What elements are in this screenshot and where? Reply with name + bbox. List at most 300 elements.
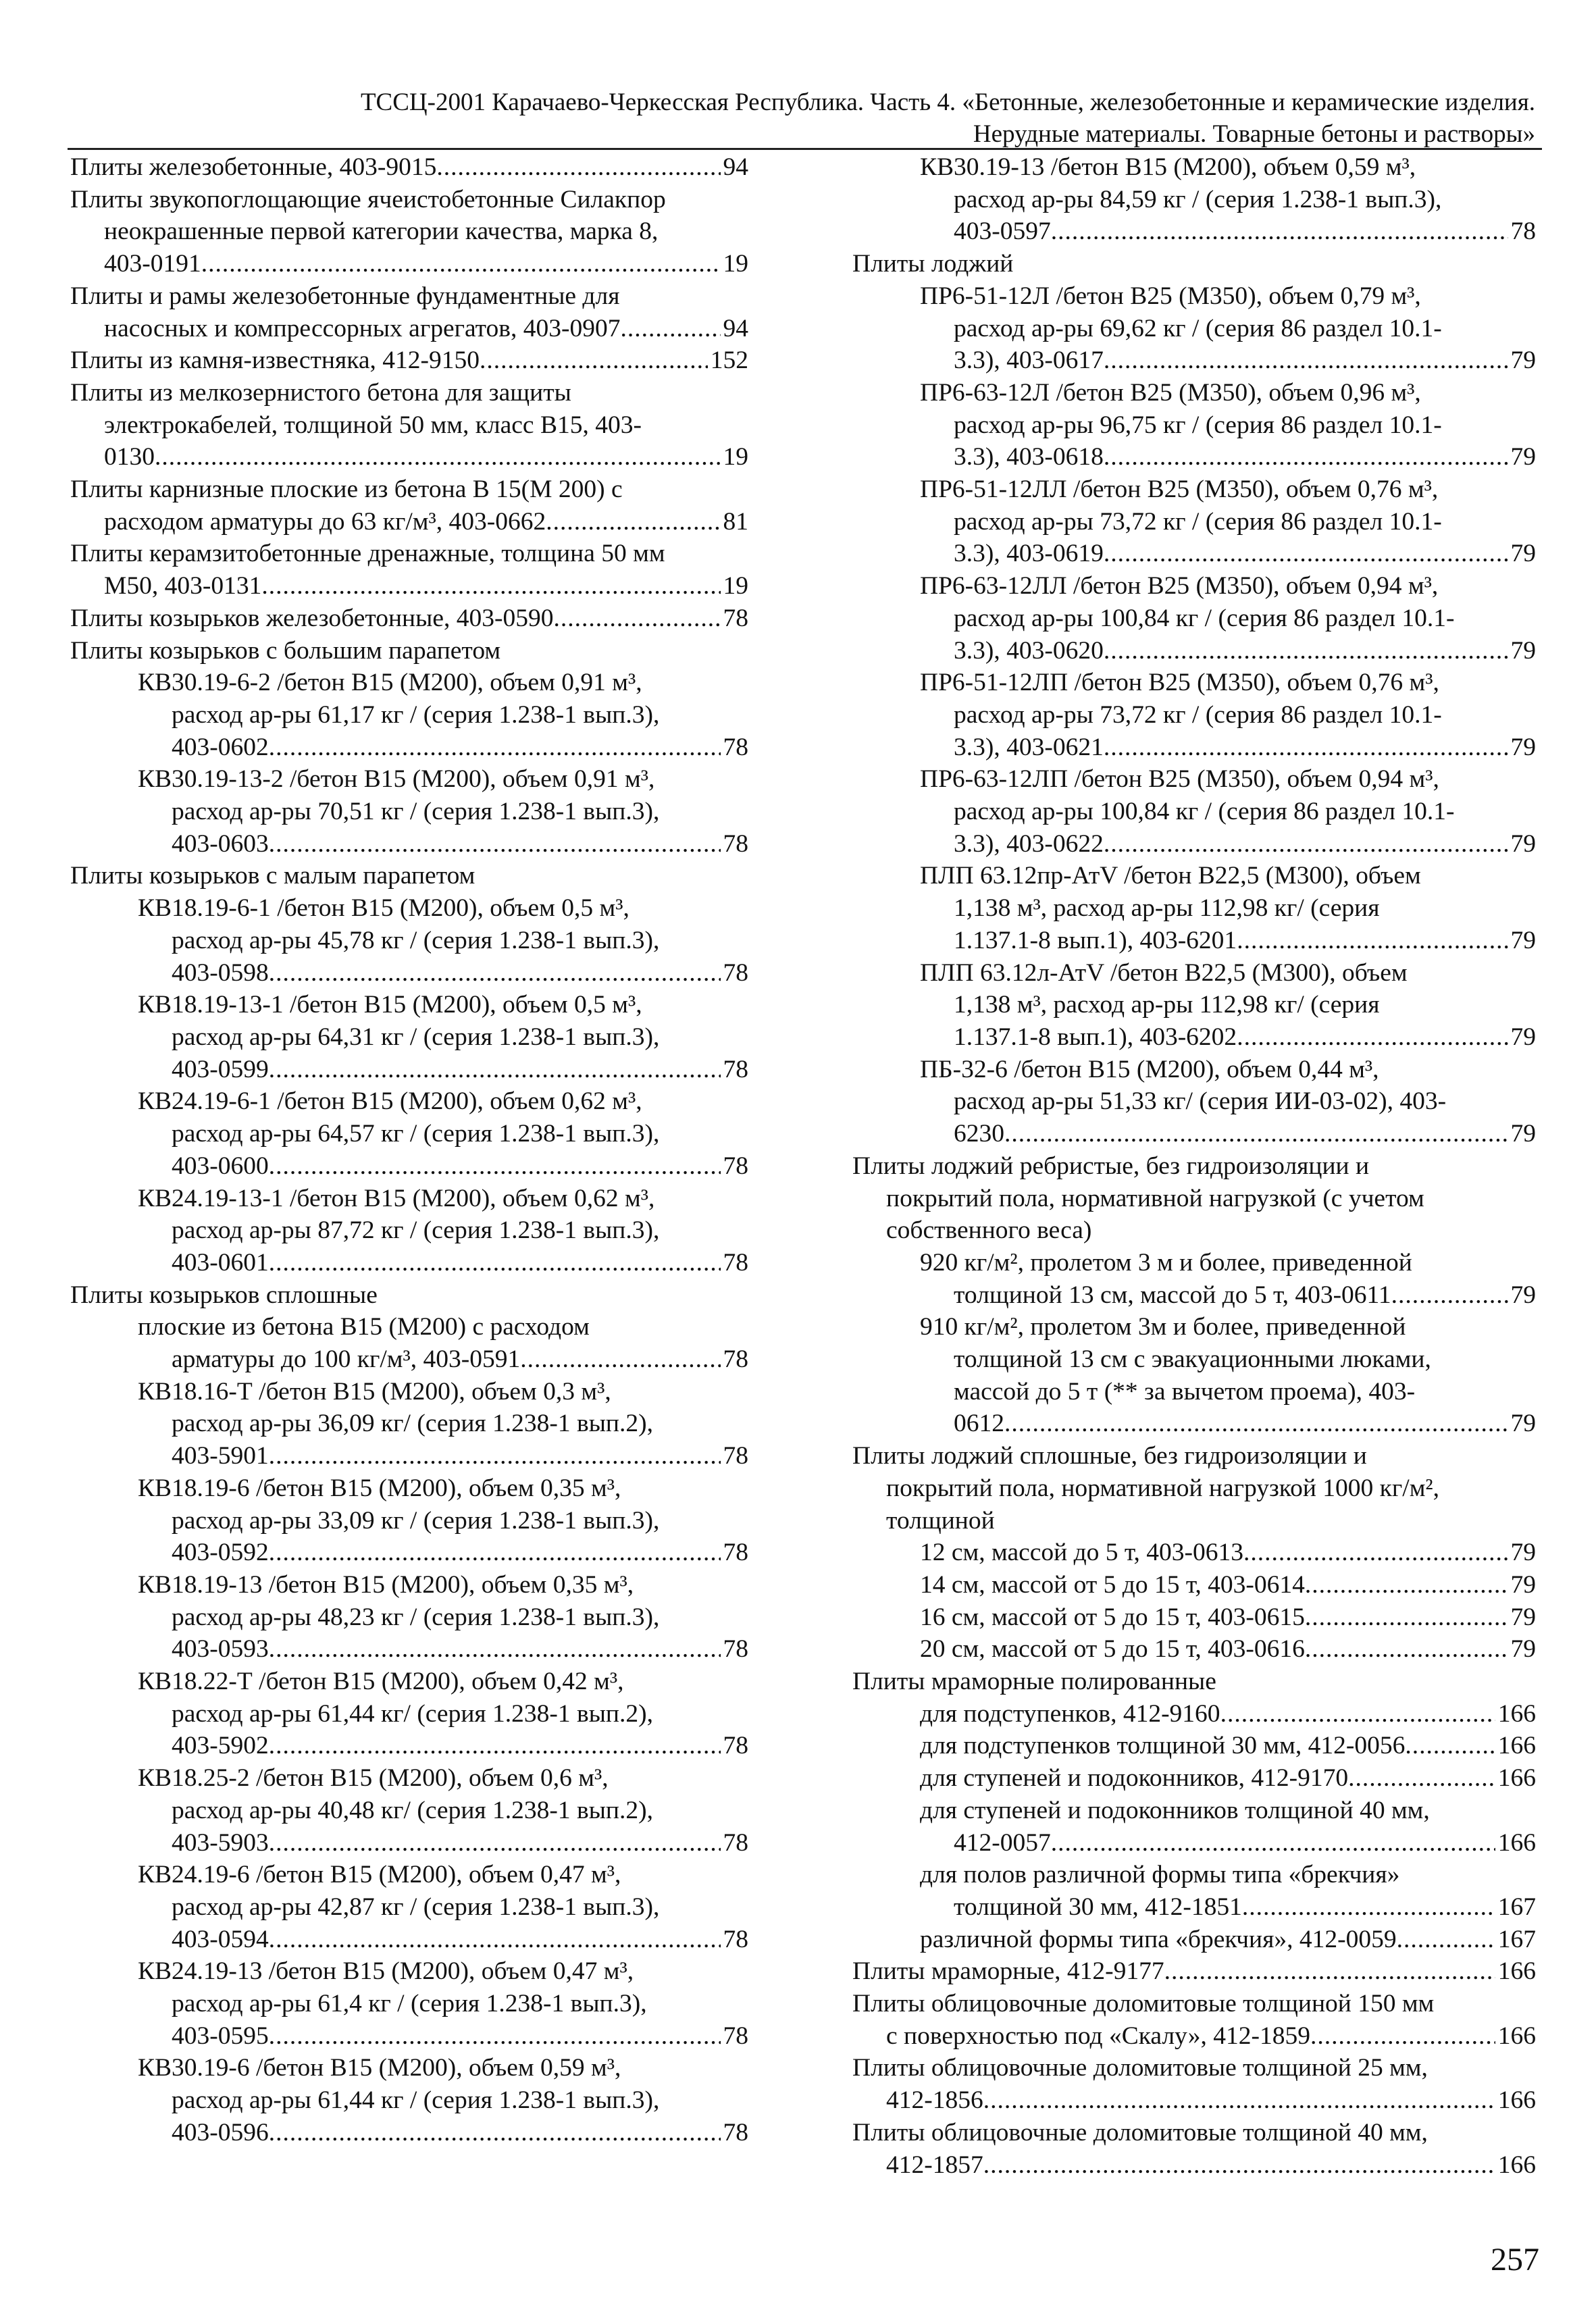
dot-leader (1242, 1891, 1495, 1924)
index-entry-line (70, 1311, 748, 1343)
entry-text: КВ18.19-6-1 /бетон В15 (М200), объем 0,5 м³, (138, 894, 629, 923)
index-entry (852, 1054, 1536, 1150)
index-entry-line (70, 2117, 748, 2149)
dot-leader (1104, 538, 1508, 570)
entry-page-ref: 78 (723, 2118, 748, 2146)
entry-text: расход ар-ры 61,44 кг / (серия 1.238-1 вып.3), (172, 2086, 660, 2115)
index-entry-line (70, 1085, 748, 1118)
index-entry (70, 763, 748, 860)
entry-page-ref: 19 (723, 443, 748, 471)
index-entry (852, 1440, 1536, 1537)
entry-text: расход ар-ры 100,84 кг / (серия 86 раздел 10.1- (954, 604, 1455, 632)
index-entry (70, 1183, 748, 1279)
entry-text: расход ар-ры 48,23 кг / (серия 1.238-1 вып.3), (172, 1603, 660, 1631)
index-entry-line (70, 1795, 748, 1827)
index-entry-line (852, 1666, 1536, 1698)
index-entry (852, 1666, 1536, 1698)
entry-page-ref: 94 (723, 153, 748, 181)
entry-text: расход ар-ры 73,72 кг / (серия 86 раздел 10.1- (954, 507, 1442, 536)
index-entry-line (852, 796, 1536, 828)
entry-text: для подступенков толщиной 30 мм, 412-0056 (920, 1732, 1406, 1760)
index-entry-line (70, 538, 748, 570)
index-entry-line (70, 377, 748, 409)
entry-page-ref: 78 (723, 829, 748, 858)
dot-leader (269, 1633, 721, 1666)
entry-text: расход ар-ры 36,09 кг/ (серия 1.238-1 вып.2), (172, 1410, 653, 1438)
index-entry-line (852, 1408, 1536, 1440)
entry-text: КВ24.19-6-1 /бетон В15 (М200), объем 0,62 м³, (138, 1087, 642, 1116)
index-column-right (852, 151, 1536, 2181)
index-entry-line (852, 344, 1536, 377)
index-entry-line (70, 1988, 748, 2020)
index-entry (852, 1859, 1536, 1923)
dot-leader (269, 1440, 721, 1472)
index-entry-line (852, 184, 1536, 216)
entry-text: КВ24.19-13-1 /бетон В15 (М200), объем 0,62 м³, (138, 1184, 655, 1212)
index-entry-line (852, 1472, 1536, 1505)
entry-text: 1.137.1-8 вып.1), 403-6201 (954, 926, 1237, 954)
index-entry (852, 1955, 1536, 1988)
index-entry (70, 280, 748, 344)
entry-text: 6230 (954, 1120, 1004, 1148)
dot-leader (269, 731, 721, 764)
index-entry-line (70, 1891, 748, 1924)
index-entry-line (70, 763, 748, 796)
entry-page-ref: 19 (723, 250, 748, 278)
entry-text: КВ30.19-6-2 /бетон В15 (М200), объем 0,91 м³, (138, 669, 642, 697)
entry-text: Плиты лоджий сплошные, без гидроизоляции и (852, 1442, 1367, 1470)
index-entry-line (70, 215, 748, 248)
index-entry-line (852, 1891, 1536, 1924)
entry-page-ref: 79 (1510, 1023, 1536, 1051)
index-entry-line (852, 1085, 1536, 1118)
entry-text: Плиты карнизные плоские из бетона В 15(М 200) с (70, 475, 623, 504)
index-entry-line (70, 989, 748, 1021)
entry-text: расход ар-ры 45,78 кг / (серия 1.238-1 вып.3), (172, 926, 660, 954)
entry-text: расход ар-ры 100,84 кг / (серия 86 раздел 10.1- (954, 798, 1455, 826)
index-entry (70, 151, 748, 184)
entry-page-ref: 78 (723, 1925, 748, 1953)
dot-leader (269, 1247, 721, 1279)
entry-text: 403-0593 (172, 1635, 269, 1664)
entry-text: 16 см, массой от 5 до 15 т, 403-0615 (920, 1603, 1305, 1631)
entry-text: 1,138 м³, расход ар-ры 112,98 кг/ (серия (954, 991, 1380, 1019)
entry-page-ref: 78 (723, 1345, 748, 1374)
entry-text: 403-0602 (172, 733, 269, 761)
index-entry (70, 860, 748, 892)
index-entry (852, 2117, 1536, 2181)
entry-text: 0612 (954, 1410, 1004, 1438)
index-entry-line (70, 1247, 748, 1279)
entry-text: расход ар-ры 51,33 кг/ (серия ИИ-03-02), 403- (954, 1087, 1447, 1116)
dot-leader (269, 1730, 721, 1762)
entry-text: насосных и компрессорных агрегатов, 403-0907 (104, 314, 621, 342)
index-entry-line (70, 1279, 748, 1312)
entry-page-ref: 167 (1497, 1893, 1536, 1921)
entry-text: 403-0603 (172, 829, 269, 858)
entry-text: электрокабелей, толщиной 50 мм, класс В15, 403- (104, 411, 642, 439)
index-entry-line (852, 1569, 1536, 1601)
dot-leader (1397, 1924, 1495, 1956)
index-entry-line (852, 1247, 1536, 1279)
entry-page-ref: 166 (1497, 2086, 1536, 2115)
dot-leader (1405, 1730, 1495, 1762)
index-entry-line (70, 925, 748, 957)
entry-page-ref: 166 (1497, 1764, 1536, 1793)
index-entry (852, 1601, 1536, 1634)
index-entry-line (70, 313, 748, 345)
index-entry-line (852, 1633, 1536, 1666)
index-entry-line (852, 1440, 1536, 1472)
entry-text: 20 см, массой от 5 до 15 т, 403-0616 (920, 1635, 1305, 1664)
entry-text: 403-0594 (172, 1925, 269, 1953)
index-entry-line (852, 1343, 1536, 1376)
entry-text: расход ар-ры 96,75 кг / (серия 86 раздел 10.1- (954, 411, 1442, 439)
entry-text: ПБ-32-6 /бетон В15 (М200), объем 0,44 м³, (920, 1055, 1379, 1083)
dot-leader (269, 957, 721, 989)
entry-text: 3.3), 403-0622 (954, 829, 1104, 858)
index-entry (852, 1924, 1536, 1956)
entry-page-ref: 78 (723, 1539, 748, 1567)
index-entry-line (852, 925, 1536, 957)
dot-leader (1051, 215, 1508, 248)
entry-text: ПР6-51-12ЛП /бетон В25 (М350), объем 0,76 м³, (920, 669, 1439, 697)
dot-leader (1164, 1955, 1495, 1988)
entry-text: 910 кг/м², пролетом 3м и более, приведенной (920, 1313, 1406, 1341)
dot-leader (1004, 1408, 1508, 1440)
entry-text: 14 см, массой от 5 до 15 т, 403-0614 (920, 1570, 1305, 1599)
entry-text: КВ18.19-13-1 /бетон В15 (М200), объем 0,5 м³, (138, 991, 642, 1019)
entry-text: 403-0191 (104, 250, 201, 278)
dot-leader (1305, 1569, 1508, 1601)
index-entry-line (70, 635, 748, 667)
dot-leader (1243, 1537, 1508, 1569)
entry-text: Плиты из мелкозернистого бетона для защиты (70, 378, 571, 407)
dot-leader (269, 2117, 721, 2149)
index-entry-line (852, 860, 1536, 892)
entry-page-ref: 79 (1510, 1410, 1536, 1438)
entry-text: Плиты мраморные, 412-9177 (852, 1957, 1164, 1986)
entry-text: Плиты козырьков с малым парапетом (70, 862, 475, 890)
entry-text: 403-5901 (172, 1442, 269, 1470)
entry-text: 412-1857 (886, 2151, 983, 2179)
entry-text: КВ18.19-6 /бетон В15 (М200), объем 0,35 м³, (138, 1474, 621, 1502)
index-entry (852, 1698, 1536, 1730)
entry-text: для ступеней и подоконников толщиной 40 мм, (920, 1796, 1430, 1824)
entry-text: 920 кг/м², пролетом 3 м и более, приведенной (920, 1248, 1412, 1277)
dot-leader (1051, 1827, 1495, 1859)
index-entry-line (852, 538, 1536, 570)
index-entry-line (852, 280, 1536, 313)
entry-text: ПР6-63-12Л /бетон В25 (М350), объем 0,96 м³, (920, 378, 1421, 407)
dot-leader (269, 1537, 721, 1569)
index-entry (852, 248, 1536, 280)
entry-page-ref: 78 (723, 604, 748, 632)
dot-leader (520, 1343, 720, 1376)
entry-text: с поверхностью под «Скалу», 412-1859 (886, 2022, 1310, 2050)
index-entry (70, 344, 748, 377)
entry-text: расход ар-ры 33,09 кг / (серия 1.238-1 вып.3), (172, 1506, 660, 1535)
entry-text: 3.3), 403-0618 (954, 443, 1104, 471)
index-entry (852, 2052, 1536, 2116)
entry-text: Плиты железобетонные, 403-9015 (70, 153, 437, 181)
entry-text: Плиты облицовочные доломитовые толщиной 40 мм, (852, 2118, 1428, 2146)
entry-text: Плиты облицовочные доломитовые толщиной 150 мм (852, 1990, 1435, 2018)
entry-page-ref: 78 (723, 1055, 748, 1083)
entry-page-ref: 79 (1510, 1635, 1536, 1664)
index-entry (70, 1472, 748, 1569)
entry-page-ref: 78 (723, 733, 748, 761)
index-entry-line (70, 602, 748, 635)
entry-text: 1,138 м³, расход ар-ры 112,98 кг/ (серия (954, 894, 1380, 923)
entry-page-ref: 166 (1497, 2151, 1536, 2179)
entry-text: толщиной (886, 1506, 995, 1535)
entry-text: толщиной 13 см с эвакуационными люками, (954, 1345, 1431, 1374)
running-header (74, 86, 1535, 150)
index-entry (70, 2052, 748, 2149)
index-entry-line (70, 1150, 748, 1183)
index-entry (852, 1247, 1536, 1311)
index-entry (852, 1537, 1536, 1569)
index-entry-line (70, 1343, 748, 1376)
index-entry-line (852, 1988, 1536, 2020)
dot-leader (269, 2020, 721, 2053)
entry-page-ref: 78 (723, 2022, 748, 2050)
entry-text: расход ар-ры 84,59 кг / (серия 1.238-1 вып.3), (954, 185, 1442, 213)
index-entry-line (70, 1924, 748, 1956)
index-entry-line (852, 828, 1536, 860)
entry-text: ПЛП 63.12л-АтV /бетон В22,5 (М300), объем (920, 958, 1408, 987)
entry-page-ref: 79 (1510, 1570, 1536, 1599)
entry-page-ref: 79 (1510, 829, 1536, 858)
index-entry (70, 602, 748, 635)
index-entry (70, 473, 748, 538)
entry-text: расход ар-ры 40,48 кг/ (серия 1.238-1 вып.2), (172, 1796, 653, 1824)
dot-leader (269, 828, 721, 860)
entry-text: 3.3), 403-0619 (954, 540, 1104, 568)
entry-text: Плиты облицовочные доломитовые толщиной 25 мм, (852, 2054, 1428, 2082)
index-entry-line (70, 796, 748, 828)
entry-text: КВ30.19-13-2 /бетон В15 (М200), объем 0,91 м³, (138, 765, 655, 794)
index-entry-line (70, 1633, 748, 1666)
index-entry-line (852, 1054, 1536, 1086)
entry-text: Плиты козырьков сплошные (70, 1281, 378, 1309)
entry-page-ref: 78 (723, 1248, 748, 1277)
index-entry-line (852, 1955, 1536, 1988)
index-entry-line (70, 409, 748, 442)
index-entry-line (70, 957, 748, 989)
dot-leader (155, 441, 721, 473)
index-entry-line (70, 280, 748, 313)
index-entry-line (852, 473, 1536, 506)
dot-leader (1220, 1698, 1495, 1730)
entry-page-ref: 166 (1497, 1828, 1536, 1857)
entry-text: 403-0595 (172, 2022, 269, 2050)
index-entry-line (70, 2084, 748, 2117)
entry-page-ref: 79 (1510, 1281, 1536, 1309)
entry-page-ref: 79 (1510, 443, 1536, 471)
entry-page-ref: 166 (1497, 2022, 1536, 2050)
index-entry (852, 151, 1536, 248)
index-entry-line (852, 151, 1536, 184)
entry-text: ПР6-51-12Л /бетон В25 (М350), объем 0,79 м³, (920, 282, 1421, 310)
entry-text: М50, 403-0131 (104, 572, 262, 600)
index-entry-line (70, 570, 748, 602)
index-entry (852, 377, 1536, 473)
dot-leader (553, 602, 720, 635)
entry-text: расход ар-ры 73,72 кг / (серия 86 раздел 10.1- (954, 700, 1442, 729)
entry-page-ref: 78 (723, 1828, 748, 1857)
entry-text: плоские из бетона В15 (М200) с расходом (138, 1313, 590, 1341)
dot-leader (1104, 635, 1508, 667)
entry-text: собственного веса) (886, 1216, 1092, 1245)
entry-text: массой до 5 т (** за вычетом проема), 403- (954, 1377, 1416, 1406)
index-entry-line (70, 1730, 748, 1762)
index-entry-line (852, 892, 1536, 925)
entry-text: Плиты керамзитобетонные дренажные, толщина 50 мм (70, 540, 665, 568)
index-entry (70, 1085, 748, 1182)
index-entry (852, 473, 1536, 570)
index-entry-line (852, 506, 1536, 538)
index-entry (70, 667, 748, 763)
entry-page-ref: 167 (1497, 1925, 1536, 1953)
entry-page-ref: 78 (723, 1152, 748, 1180)
index-entry (70, 1955, 748, 2052)
entry-text: ПР6-63-12ЛЛ /бетон В25 (М350), объем 0,94 м³, (920, 572, 1439, 600)
index-entry (70, 184, 748, 280)
index-entry-line (70, 2020, 748, 2053)
entry-text: Плиты и рамы железобетонные фундаментные для (70, 282, 620, 310)
entry-text: ПР6-63-12ЛП /бетон В25 (М350), объем 0,94 м³, (920, 765, 1439, 794)
entry-text: Плиты лоджий (852, 250, 1014, 278)
dot-leader (480, 344, 708, 377)
index-entry-line (852, 602, 1536, 635)
index-entry-line (852, 1698, 1536, 1730)
entry-text: 403-0600 (172, 1152, 269, 1180)
entry-text: различной формы типа «брекчия», 412-0059 (920, 1925, 1397, 1953)
index-entry-line (70, 1183, 748, 1215)
index-entry-line (852, 570, 1536, 602)
index-entry (852, 570, 1536, 667)
entry-text: 3.3), 403-0617 (954, 346, 1104, 375)
index-entry-line (852, 1859, 1536, 1891)
entry-text: арматуры до 100 кг/м³, 403-0591 (172, 1345, 521, 1374)
index-entry-line (852, 1601, 1536, 1634)
entry-text: Плиты лоджий ребристые, без гидроизоляции и (852, 1152, 1370, 1180)
index-entry-line (852, 1183, 1536, 1215)
index-entry-line (70, 1021, 748, 1054)
index-entry-line (852, 957, 1536, 989)
index-entry-line (852, 1311, 1536, 1343)
index-entry-line (852, 1795, 1536, 1827)
entry-page-ref: 19 (723, 572, 748, 600)
index-entry-line (852, 1505, 1536, 1537)
entry-page-ref: 81 (723, 507, 748, 536)
index-entry (70, 1311, 748, 1375)
index-column-left (70, 151, 748, 2149)
entry-text: расход ар-ры 69,62 кг / (серия 86 раздел 10.1- (954, 314, 1442, 342)
entry-text: КВ18.19-13 /бетон В15 (М200), объем 0,35 м³, (138, 1570, 634, 1599)
dot-leader (269, 1827, 721, 1859)
index-entry (70, 1569, 748, 1666)
entry-text: расходом арматуры до 63 кг/м³, 403-0662 (104, 507, 546, 536)
page-number: 257 (1491, 2242, 1539, 2278)
entry-page-ref: 79 (1510, 1120, 1536, 1148)
entry-text: расход ар-ры 87,72 кг / (серия 1.238-1 вып.3), (172, 1216, 660, 1245)
index-entry (70, 377, 748, 473)
index-entry-line (852, 2117, 1536, 2149)
index-entry-line (70, 1118, 748, 1150)
entry-text: расход ар-ры 61,44 кг/ (серия 1.238-1 вып.2), (172, 1699, 653, 1728)
entry-text: расход ар-ры 70,51 кг / (серия 1.238-1 вып.3), (172, 798, 660, 826)
dot-leader (983, 2149, 1495, 2182)
entry-text: 1.137.1-8 вып.1), 403-6202 (954, 1023, 1237, 1051)
index-entry-line (70, 699, 748, 731)
entry-text: КВ24.19-13 /бетон В15 (М200), объем 0,47 м³, (138, 1957, 634, 1986)
entry-page-ref: 79 (1510, 540, 1536, 568)
entry-text: Плиты козырьков железобетонные, 403-0590 (70, 604, 554, 632)
index-entry-line (852, 248, 1536, 280)
index-entry-line (852, 2052, 1536, 2084)
entry-text: 403-0598 (172, 958, 269, 987)
header-line-2: Нерудные материалы. Товарные бетоны и растворы» (973, 120, 1535, 148)
index-entry-line (852, 215, 1536, 248)
entry-text: расход ар-ры 64,57 кг / (серия 1.238-1 вып.3), (172, 1120, 660, 1148)
index-entry (852, 1988, 1536, 2052)
entry-page-ref: 78 (723, 1635, 748, 1664)
index-entry-line (852, 763, 1536, 796)
index-entry-line (852, 731, 1536, 764)
dot-leader (1004, 1118, 1508, 1150)
index-entry-line (70, 1376, 748, 1408)
entry-page-ref: 78 (1510, 217, 1536, 246)
dot-leader (1104, 441, 1508, 473)
index-entry-line (852, 1150, 1536, 1183)
entry-text: КВ24.19-6 /бетон В15 (М200), объем 0,47 м³, (138, 1861, 621, 1889)
entry-text: толщиной 13 см, массой до 5 т, 403-0611 (954, 1281, 1391, 1309)
index-entry-line (70, 344, 748, 377)
entry-text: КВ18.16-Т /бетон В15 (М200), объем 0,3 м³, (138, 1377, 611, 1406)
dot-leader (620, 313, 720, 345)
index-entry-line (70, 1698, 748, 1730)
index-entry-line (852, 377, 1536, 409)
index-entry-line (70, 1859, 748, 1891)
dot-leader (1104, 731, 1508, 764)
index-entry-line (70, 667, 748, 699)
dot-leader (1104, 828, 1508, 860)
index-entry (852, 1633, 1536, 1666)
entry-text: 12 см, массой до 5 т, 403-0613 (920, 1539, 1243, 1567)
entry-page-ref: 166 (1497, 1699, 1536, 1728)
dot-leader (1348, 1762, 1495, 1795)
index-entry-line (70, 1827, 748, 1859)
index-entry-line (70, 828, 748, 860)
index-entry (70, 1666, 748, 1762)
index-entry (70, 1279, 748, 1312)
entry-page-ref: 79 (1510, 1539, 1536, 1567)
index-entry-line (852, 1214, 1536, 1247)
index-entry-line (852, 1827, 1536, 1859)
index-entry (852, 1150, 1536, 1247)
dot-leader (546, 506, 720, 538)
entry-text: ПР6-51-12ЛЛ /бетон В25 (М350), объем 0,76 м³, (920, 475, 1439, 504)
index-entry-line (70, 1440, 748, 1472)
index-entry-line (852, 1279, 1536, 1312)
entry-text: 3.3), 403-0621 (954, 733, 1104, 761)
index-entry-line (70, 2052, 748, 2084)
index-entry-line (70, 1054, 748, 1086)
dot-leader (1305, 1633, 1508, 1666)
